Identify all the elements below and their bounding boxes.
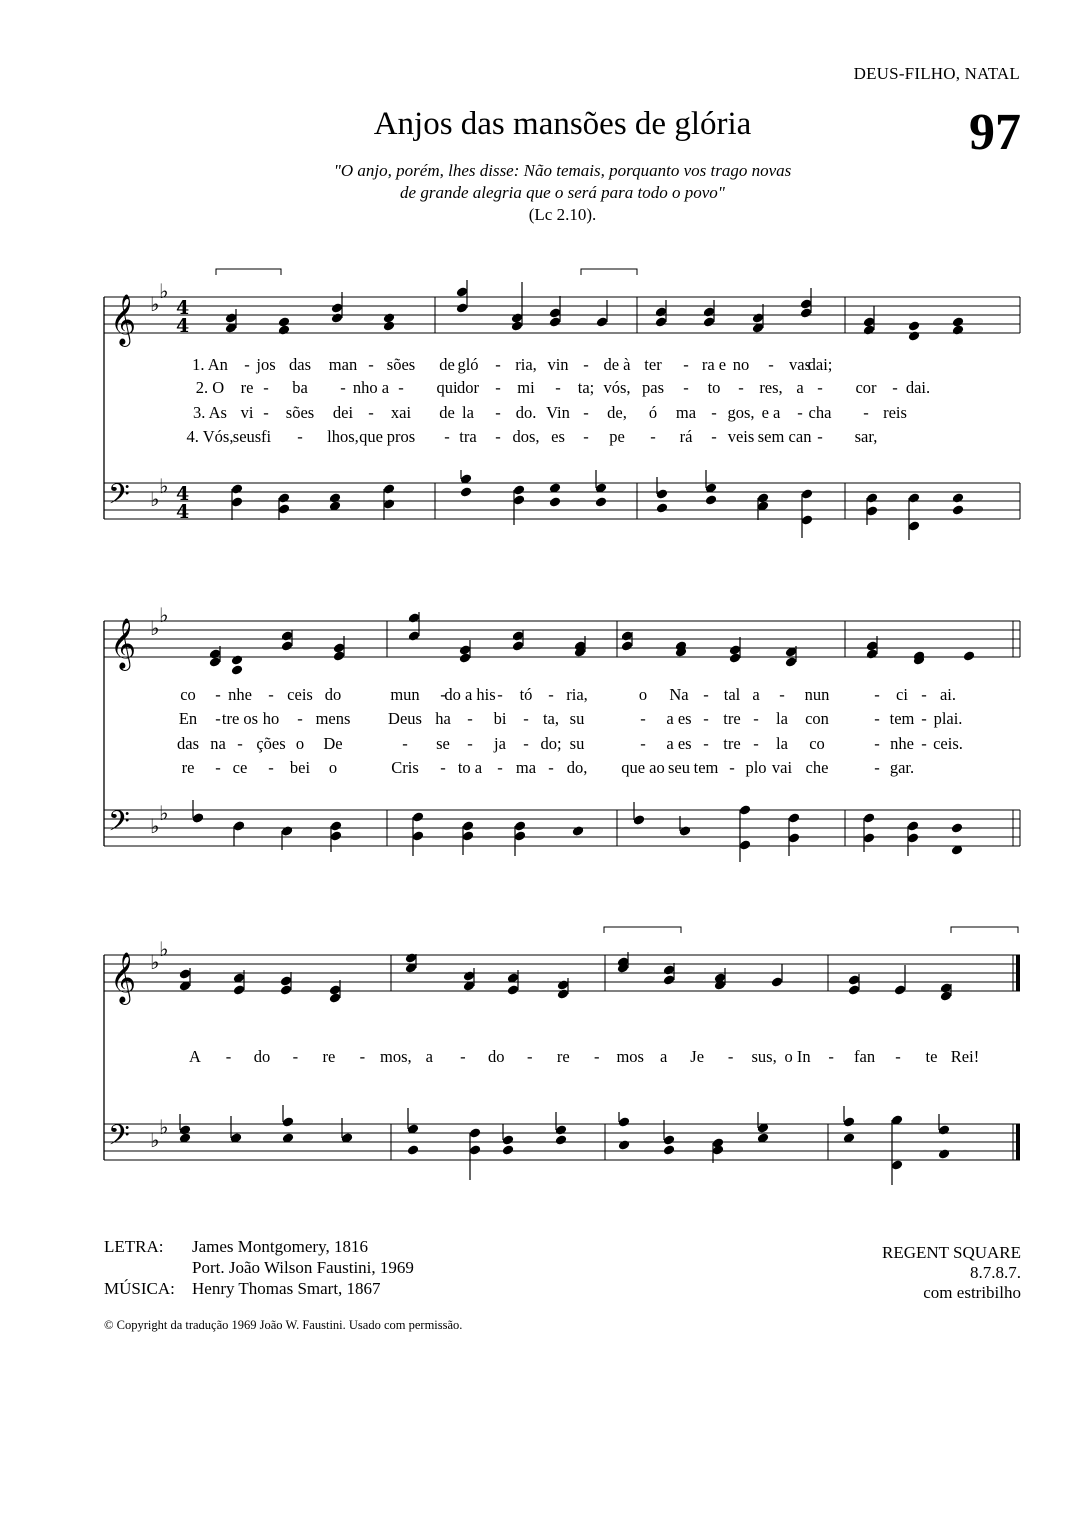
lyric-syllable: sões: [285, 403, 315, 422]
lyric-syllable: -: [711, 403, 717, 422]
note-head: [595, 496, 608, 508]
treble-clef-icon: 𝄞: [110, 618, 137, 669]
epigraph-reference: (Lc 2.10).: [528, 205, 597, 224]
lyric-syllable: ma: [675, 403, 697, 422]
lyric-syllable: con: [805, 709, 829, 728]
tune-meter: 8.7.8.7.: [970, 1263, 1021, 1282]
lyric-syllable: -: [555, 378, 561, 397]
lyric-syllable: -: [368, 403, 374, 422]
lyric-syllable: re: [181, 758, 195, 777]
lyric-syllable: o In: [784, 1047, 811, 1066]
lyric-syllable: -: [444, 427, 450, 446]
tune-refrain-note: com estribilho: [923, 1283, 1021, 1302]
lyric-syllable: vós,: [603, 378, 631, 397]
lyric-syllable: sem: [757, 427, 785, 446]
lyric-syllable: -: [729, 758, 735, 777]
note-head: [618, 1139, 631, 1151]
lyric-syllable: -: [817, 378, 823, 397]
lyric-syllable: -: [738, 378, 744, 397]
lyric-syllable: -: [527, 1047, 533, 1066]
lyric-syllable: -: [548, 758, 554, 777]
lyric-syllable: ceis: [287, 685, 313, 704]
lyric-syllable: co: [180, 685, 196, 704]
lyric-syllable: e a: [761, 403, 781, 422]
time-signature-top: 4: [176, 297, 190, 319]
lyric-syllable: -: [921, 734, 927, 753]
final-barline-thick: [1016, 1124, 1020, 1160]
lyric-syllable: vin: [547, 355, 569, 374]
lyric-syllable: reis: [883, 403, 907, 422]
lyric-syllable: mun: [390, 685, 420, 704]
lyric-syllable: no: [732, 355, 750, 374]
lyrics-translator: Port. João Wilson Faustini, 1969: [192, 1258, 414, 1277]
bass-staff: [104, 800, 1020, 862]
credits: [104, 1236, 414, 1299]
treble-staff: [104, 937, 1020, 1005]
lyric-syllable: su: [569, 734, 585, 753]
flat-sign-icon: ♭: [159, 1115, 169, 1139]
lyric-syllable: -: [467, 734, 473, 753]
note-head: [383, 312, 396, 324]
lyric-syllable: bi: [493, 709, 507, 728]
note-head: [572, 825, 585, 837]
lyric-syllable: do: [324, 685, 342, 704]
lyric-syllable: vi: [240, 403, 254, 422]
lyric-syllable: sus,: [751, 1047, 777, 1066]
lyric-syllable: sar,: [854, 427, 878, 446]
lyric-syllable: res,: [759, 378, 783, 397]
lyric-syllable: mi: [517, 378, 535, 397]
lyric-syllable: -: [292, 1047, 299, 1066]
lyric-syllable: vas: [789, 355, 811, 374]
lyric-syllable: ma: [515, 758, 537, 777]
note-head: [908, 320, 921, 332]
lyric-syllable: -: [703, 709, 709, 728]
lyric-syllable: -: [583, 427, 589, 446]
lyric-syllable: -: [640, 734, 646, 753]
lyric-syllable: a: [796, 378, 804, 397]
note-head: [952, 316, 965, 328]
bass-clef-icon: 𝄢: [108, 805, 130, 845]
lyric-syllable: pros: [386, 427, 416, 446]
lyric-syllable: tem: [889, 709, 915, 728]
final-barline-thick: [1016, 955, 1020, 991]
lyric-syllable: dai.: [905, 378, 931, 397]
lyric-syllable: re: [322, 1047, 336, 1066]
lyric-syllable: Deus: [388, 709, 422, 728]
lyric-syllable: re: [240, 378, 254, 397]
lyric-syllable: -: [593, 1047, 600, 1066]
flat-sign-icon: ♭: [159, 937, 169, 961]
lyric-syllable: jos: [256, 355, 276, 374]
lyric-syllable: de: [439, 403, 455, 422]
lyric-syllable: gar.: [889, 758, 915, 777]
lyric-syllable: to: [707, 378, 721, 397]
lyric-syllable: -: [683, 378, 689, 397]
lyric-syllable: a es: [666, 709, 692, 728]
lyric-syllable: can: [788, 427, 812, 446]
note-head: [460, 486, 473, 498]
lyric-syllable: -: [863, 403, 869, 422]
lyric-syllable: Vin: [546, 403, 570, 422]
lyric-syllable: -: [263, 378, 269, 397]
lyric-syllable: -: [523, 709, 529, 728]
lyric-syllable: 4. Vós,: [186, 427, 234, 446]
lyric-syllable: -: [874, 685, 880, 704]
lyric-syllable: -: [237, 734, 243, 753]
lyric-syllable: -: [497, 758, 503, 777]
tune-info: [882, 1243, 1021, 1303]
lyric-syllable: pas: [642, 378, 664, 397]
lyric-syllable: mens: [315, 709, 351, 728]
epigraph-line-2: de grande alegria que o será para todo o povo": [400, 183, 725, 202]
flat-sign-icon: ♭: [150, 814, 160, 838]
lyric-syllable: dai;: [807, 355, 833, 374]
lyrics-author: James Montgomery, 1816: [192, 1237, 368, 1256]
phrase-bracket: [216, 269, 281, 275]
music-label: MÚSICA:: [104, 1279, 175, 1298]
lyric-syllable: -: [895, 1047, 901, 1066]
lyric-syllable: -: [892, 378, 898, 397]
lyric-syllable: -: [874, 734, 880, 753]
lyric-syllable: la: [776, 734, 788, 753]
lyric-syllable: ai.: [939, 685, 957, 704]
lyric-syllable: 1. An: [192, 355, 228, 374]
lyric-syllable: -: [244, 355, 250, 374]
bass-clef-icon: 𝄢: [108, 478, 130, 518]
note-head: [549, 496, 562, 508]
lyric-syllable: la: [776, 709, 788, 728]
lyric-syllable: ra e: [701, 355, 727, 374]
flat-sign-icon: ♭: [159, 474, 169, 498]
lyric-syllable: -: [650, 427, 656, 446]
lyric-syllable: -: [467, 709, 473, 728]
note-head: [555, 1134, 568, 1146]
lyric-syllable: -: [215, 758, 221, 777]
system-2: [104, 603, 1020, 862]
flat-sign-icon: ♭: [159, 603, 169, 627]
lyric-syllable: -: [768, 355, 774, 374]
flat-sign-icon: ♭: [150, 292, 160, 316]
note-head: [705, 494, 718, 506]
time-signature-bottom: 4: [176, 315, 190, 337]
lyric-syllable: do;: [540, 734, 562, 753]
note-head: [663, 1144, 676, 1156]
lyric-syllable: ó: [648, 403, 658, 422]
lyric-syllable: veis: [727, 427, 755, 446]
lyric-syllable: -: [497, 685, 503, 704]
lyric-syllable: o: [328, 758, 338, 777]
lyric-syllable: seus: [232, 427, 262, 446]
lyric-syllable: tra: [459, 427, 477, 446]
lyric-syllable: -: [548, 685, 554, 704]
hymn-category: DEUS-FILHO, NATAL: [853, 64, 1020, 83]
treble-staff: [104, 279, 1020, 347]
phrase-bracket: [951, 927, 1018, 933]
lyric-syllable: -: [828, 1047, 834, 1066]
flat-sign-icon: ♭: [150, 616, 160, 640]
lyric-syllable: -: [703, 734, 709, 753]
lyric-syllable: -: [460, 1047, 466, 1066]
lyric-syllable: das: [289, 355, 311, 374]
lyric-syllable: rá: [679, 427, 693, 446]
hymn-number: 97: [969, 104, 1021, 161]
flat-sign-icon: ♭: [150, 487, 160, 511]
lyric-syllable: re: [556, 1047, 570, 1066]
lyric-syllable: ta;: [577, 378, 595, 397]
lyric-syllable: do: [488, 1047, 505, 1066]
lyric-syllable: nun: [804, 685, 830, 704]
note-head: [407, 1144, 420, 1156]
lyric-syllable: a: [752, 685, 760, 704]
lyric-syllable: cor: [855, 378, 877, 397]
lyric-syllable: ce: [232, 758, 248, 777]
lyric-syllable: na: [210, 734, 226, 753]
lyric-syllable: -: [268, 758, 274, 777]
tune-name: REGENT SQUARE: [882, 1243, 1021, 1262]
lyric-syllable: tem: [693, 758, 719, 777]
note-head: [502, 1144, 515, 1156]
lyric-syllable: do,: [566, 758, 588, 777]
lyric-syllable: gló: [457, 355, 479, 374]
lyric-syllable: de: [439, 355, 455, 374]
lyric-syllable: mos: [616, 1047, 644, 1066]
lyric-syllable: nhe: [228, 685, 252, 704]
lyric-syllable: -: [817, 427, 823, 446]
note-head: [963, 650, 976, 662]
lyric-syllable: sões: [386, 355, 416, 374]
bass-staff: [104, 1105, 1020, 1185]
lyric-syllable: -: [297, 427, 303, 446]
lyric-syllable: -: [398, 378, 404, 397]
lyric-syllable: Rei!: [950, 1047, 980, 1066]
copyright: © Copyright da tradução 1969 João W. Faustini. Usado com permissão.: [104, 1318, 463, 1332]
lyric-syllable: ria,: [515, 355, 537, 374]
treble-clef-icon: 𝄞: [110, 294, 137, 345]
lyric-syllable: ter: [644, 355, 662, 374]
lyric-syllable: -: [263, 403, 269, 422]
lyric-syllable: -: [753, 734, 759, 753]
lyric-syllable: de,: [607, 403, 627, 422]
lyric-syllable: -: [583, 403, 589, 422]
lyric-syllable: mos,: [380, 1047, 412, 1066]
lyric-syllable: -: [495, 378, 501, 397]
lyric-syllable: que: [359, 427, 383, 446]
lyric-syllable: lhos,: [327, 427, 359, 446]
lyric-syllable: de à: [603, 355, 631, 374]
lyric-syllable: ria,: [566, 685, 588, 704]
lyric-syllable: a: [425, 1047, 434, 1066]
lyric-syllable: -: [703, 685, 709, 704]
lyric-syllable: A: [189, 1047, 201, 1066]
lyric-syllable: -: [368, 355, 374, 374]
lyric-syllable: -: [874, 709, 880, 728]
lyric-syllable: -: [225, 1047, 232, 1066]
lyric-syllable: fan: [854, 1047, 876, 1066]
lyrics-label: LETRA:: [104, 1237, 164, 1256]
lyric-syllable: das: [177, 734, 199, 753]
lyric-syllable: Cris: [391, 758, 419, 777]
lyric-syllable: do a his: [444, 685, 496, 704]
lyric-syllable: -: [523, 734, 529, 753]
phrase-bracket: [581, 269, 637, 275]
lyric-syllable: tal: [723, 685, 741, 704]
lyric-syllable: -: [359, 1047, 366, 1066]
lyric-syllable: -: [874, 758, 880, 777]
lyric-syllable: qui: [436, 378, 458, 397]
lyric-syllable: -: [583, 355, 589, 374]
lyric-syllable: De: [323, 734, 343, 753]
lyric-syllable: -: [711, 427, 717, 446]
lyric-syllable: o: [295, 734, 305, 753]
time-signature-top: 4: [176, 483, 190, 505]
lyric-syllable: En: [178, 709, 198, 728]
lyric-syllable: a es: [666, 734, 692, 753]
lyric-syllable: man: [328, 355, 358, 374]
lyric-syllable: do.: [515, 403, 537, 422]
lyric-syllable: -: [640, 709, 646, 728]
lyric-syllable: -: [797, 403, 803, 422]
lyric-syllable: ta,: [542, 709, 560, 728]
lyric-syllable: gos,: [727, 403, 755, 422]
bass-clef-icon: 𝄢: [108, 1119, 130, 1159]
lyric-syllable: ho: [262, 709, 280, 728]
lyric-syllable: tre: [723, 709, 741, 728]
lyric-syllable: dei: [332, 403, 354, 422]
epigraph-line-1: "O anjo, porém, lhes disse: Não temais, porquanto vos trago novas: [333, 161, 792, 180]
lyric-syllable: dor: [457, 378, 479, 397]
system-1: [104, 269, 1020, 540]
flat-sign-icon: ♭: [159, 801, 169, 825]
lyric-syllable: ja: [494, 734, 506, 753]
lyric-syllable: -: [215, 685, 221, 704]
lyric-syllable: tó: [519, 685, 533, 704]
lyric-syllable: plai.: [933, 709, 963, 728]
hymn-title: Anjos das mansões de glória: [373, 106, 752, 142]
note-head: [938, 1148, 951, 1160]
lyric-syllable: ci: [896, 685, 908, 704]
lyric-syllable: ha: [435, 709, 451, 728]
lyric-syllable: to a: [457, 758, 483, 777]
lyric-syllable: nhe: [890, 734, 914, 753]
lyric-syllable: plo: [745, 758, 767, 777]
treble-staff: [104, 603, 1020, 676]
system-3: [104, 927, 1020, 1185]
note-head: [231, 664, 244, 676]
lyric-syllable: o: [638, 685, 648, 704]
lyric-syllable: tre: [723, 734, 741, 753]
lyric-syllable: -: [727, 1047, 734, 1066]
music-composer: Henry Thomas Smart, 1867: [192, 1279, 381, 1298]
lyric-syllable: -: [440, 685, 446, 704]
lyric-syllable: -: [440, 758, 446, 777]
lyric-syllable: dos,: [512, 427, 540, 446]
lyric-syllable: es: [551, 427, 565, 446]
lyric-syllable: ceis.: [933, 734, 963, 753]
flat-sign-icon: ♭: [150, 950, 160, 974]
lyric-syllable: Je: [690, 1047, 705, 1066]
note-head: [952, 504, 965, 516]
flat-sign-icon: ♭: [159, 279, 169, 303]
lyric-syllable: co: [809, 734, 825, 753]
lyric-syllable: que ao: [621, 758, 665, 777]
lyric-syllable: ções: [256, 734, 286, 753]
lyric-syllable: xai: [390, 403, 412, 422]
lyric-syllable: tre os: [221, 709, 259, 728]
lyric-syllable: do: [253, 1047, 271, 1066]
flat-sign-icon: ♭: [150, 1128, 160, 1152]
time-signature-bottom: 4: [176, 501, 190, 523]
lyric-syllable: vai: [771, 758, 793, 777]
lyric-syllable: bei: [289, 758, 311, 777]
lyric-syllable: -: [297, 709, 303, 728]
lyric-syllable: -: [921, 709, 927, 728]
lyric-syllable: -: [921, 685, 927, 704]
lyric-syllable: 2. O: [195, 378, 225, 397]
lyric-syllable: cha: [808, 403, 832, 422]
note-head: [908, 330, 921, 342]
note-head: [656, 502, 669, 514]
lyric-syllable: -: [779, 685, 785, 704]
lyric-syllable: seu: [668, 758, 690, 777]
lyric-syllable: te: [925, 1047, 938, 1066]
lyric-syllable: -: [495, 427, 501, 446]
lyric-syllable: -: [495, 403, 501, 422]
treble-clef-icon: 𝄞: [110, 952, 137, 1003]
lyric-syllable: -: [495, 355, 501, 374]
lyric-syllable: -: [268, 685, 274, 704]
lyric-syllable: -: [215, 709, 221, 728]
lyric-syllable: Na: [669, 685, 689, 704]
phrase-bracket: [604, 927, 681, 933]
lyric-syllable: fi: [260, 427, 272, 446]
lyric-syllable: -: [402, 734, 408, 753]
lyric-syllable: ba: [292, 378, 308, 397]
lyric-syllable: a: [660, 1047, 668, 1066]
lyric-syllable: che: [805, 758, 829, 777]
lyric-syllable: nho a: [352, 378, 390, 397]
lyric-syllable: -: [683, 355, 689, 374]
lyric-syllable: la: [462, 403, 474, 422]
lyric-syllable: -: [340, 378, 346, 397]
lyric-syllable: -: [753, 709, 759, 728]
note-head: [278, 316, 291, 328]
bass-staff: [104, 470, 1020, 540]
note-head: [231, 654, 244, 666]
lyric-syllable: se: [436, 734, 450, 753]
lyric-syllable: 3. As: [193, 403, 227, 422]
note-head: [952, 492, 965, 504]
lyric-syllable: pe: [609, 427, 625, 446]
lyric-syllable: su: [569, 709, 585, 728]
note-head: [951, 822, 964, 834]
